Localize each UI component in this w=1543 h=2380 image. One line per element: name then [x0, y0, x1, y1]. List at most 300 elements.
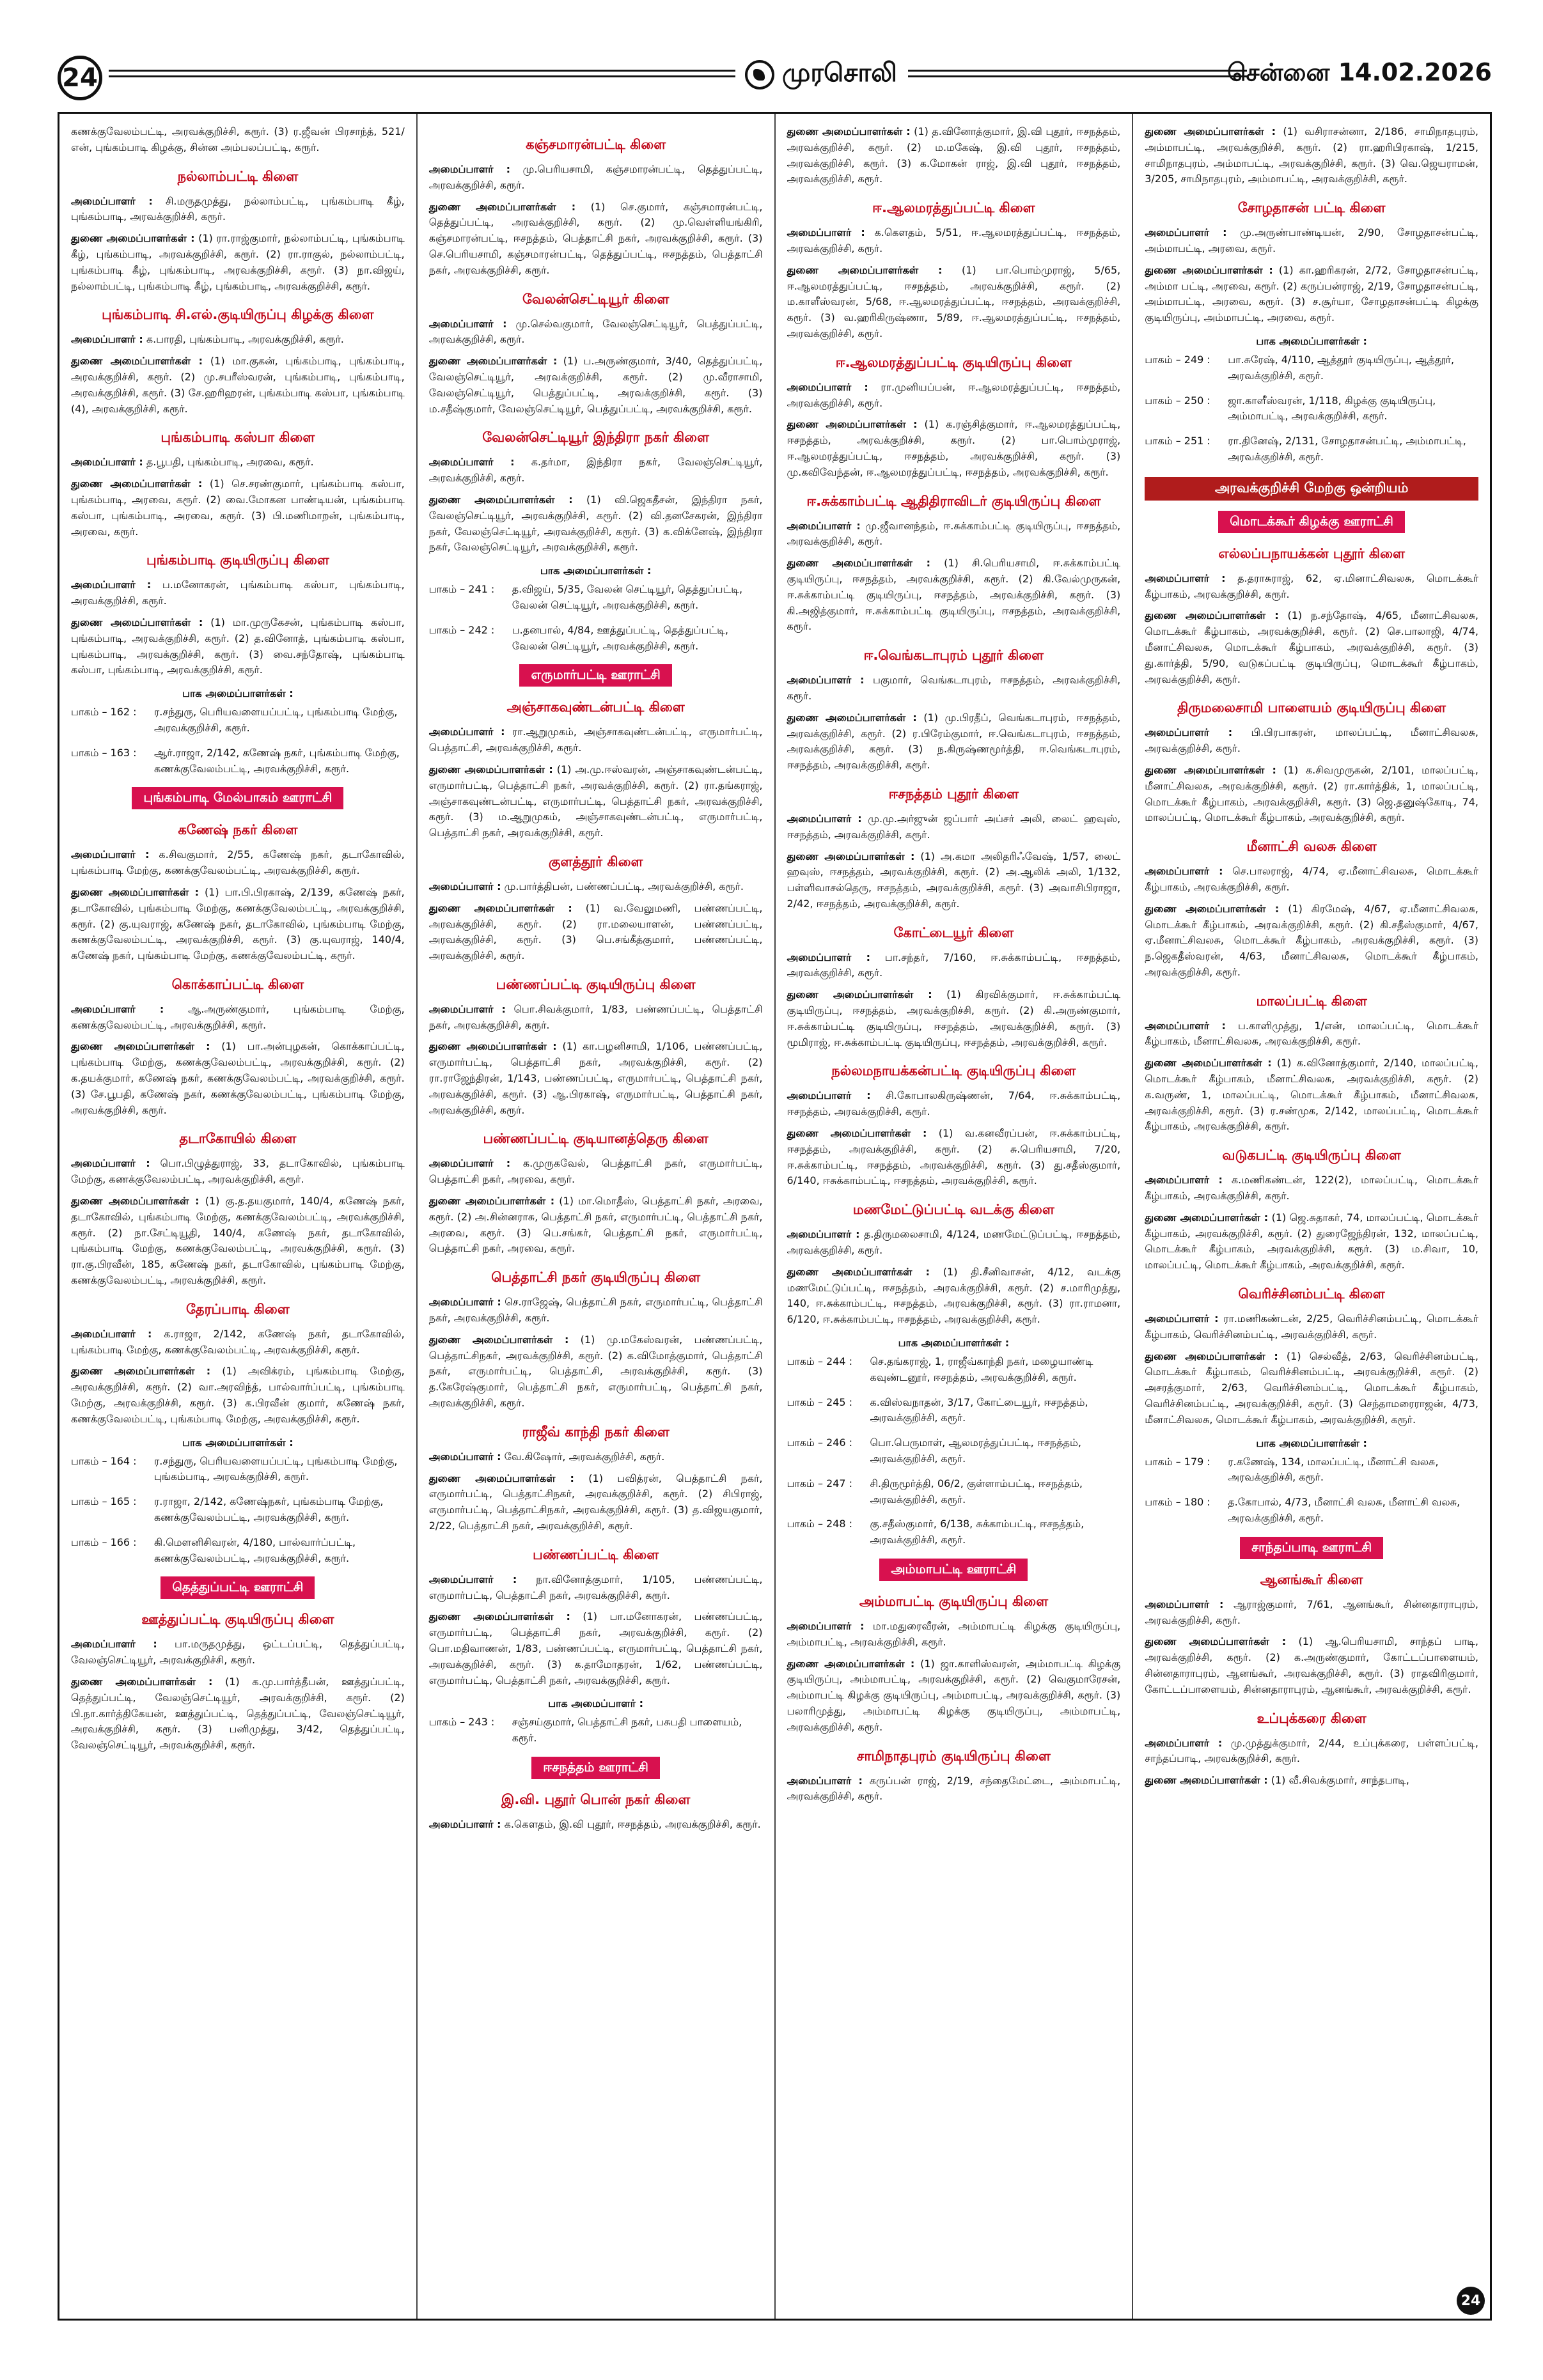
organizer-entry — [71, 1156, 405, 1188]
organizer-entry — [71, 1326, 405, 1358]
role-label: அமைப்பாளர் : — [71, 333, 143, 346]
booth-entry — [787, 1395, 1121, 1427]
entry-text: மு.ஜீவானந்தம், ஈ.சுக்காம்பட்டி குடியிருப்பு, ஈசநத்தம், அரவக்குறிச்சி, கரூர். — [787, 519, 1121, 548]
entry-text: ரா.ஆறுமுகம், அஞ்சாகவுண்டன்பட்டி, எருமார்பட்டி, பெத்தாட்சி, அரவக்குறிச்சி, கரூர். — [428, 726, 763, 754]
entry-text: மு.பெரியசாமி, கஞ்சமாரன்பட்டி, தெத்துப்பட்டி, அரவக்குறிச்சி, கரூர். — [428, 163, 763, 191]
branch-heading: குளத்தூர் கிளை — [548, 853, 643, 869]
branch-heading: நல்லாம்பட்டி கிளை — [177, 168, 299, 184]
booth-number: பாகம் – 247 : — [787, 1477, 853, 1489]
booth-entry — [1145, 1495, 1478, 1527]
organizer-entry — [1145, 1773, 1478, 1789]
booth-entry — [1145, 433, 1478, 465]
booth-number: பாகம் – 164 : — [71, 1454, 137, 1467]
organizer-entry — [429, 162, 763, 194]
role-label: துணை அமைப்பாளர்கள் : — [1145, 1635, 1287, 1648]
role-label: துணை அமைப்பாளர்கள் : — [1145, 1349, 1278, 1362]
page-number-badge: 24 — [58, 56, 102, 100]
organizer-entry — [71, 231, 405, 294]
role-label: அமைப்பாளர் : — [428, 880, 501, 892]
branch-heading: எல்லப்பநாயக்கன் புதூர் கிளை — [1218, 545, 1405, 561]
role-label: அமைப்பாளர் : — [1145, 1736, 1223, 1749]
role-label: துணை அமைப்பாளர்கள் : — [428, 1472, 574, 1484]
branch-heading: பண்ணப்பட்டி குடியிருப்பு கிளை — [496, 976, 696, 992]
entry-text: (1) க.சிவமுருகன், 2/101, மாலப்பட்டி, மீனாட்சிவலசு, அரவக்குறிச்சி, கரூர். (2) ரா.கார்த்திக், 1, மாலப்பட்டி, மொடக்கூர் கீழ்பாகம், அரவக்குறிச்சி, கரூர். (3) ஜெ.தனுஷ்கோடி, 74, மாலப்பட்டி, மொடக்கூர் கீழ்பாகம், அரவக்குறிச்சி, கரூர். — [1145, 763, 1478, 824]
organizer-entry — [429, 1572, 763, 1604]
booth-number: பாகம் – 245 : — [787, 1396, 853, 1408]
role-label: துணை அமைப்பாளர்கள் : — [71, 1040, 210, 1053]
entry-text: நா.வினோத்குமார், 1/105, பண்ணப்பட்டி, எருமார்பட்டி, பெத்தாட்சி நகர், அரவக்குறிச்சி, கரூர். — [428, 1573, 763, 1601]
booth-number: பாகம் – 248 : — [787, 1518, 853, 1530]
organizer-entry — [429, 1609, 763, 1688]
role-label: அமைப்பாளர் : — [428, 1002, 506, 1015]
entry-text: க.கௌதம், இ.வி புதூர், ஈசநத்தம், அரவக்குறிச்சி, கரூர். — [504, 1817, 761, 1830]
booth-entry — [787, 1476, 1121, 1508]
entry-text: ஆ.அருண்குமார், புங்கம்பாடி மேற்கு, கணக்குவேலம்பட்டி, அரவக்குறிச்சி, கரூர். — [71, 1002, 405, 1031]
role-label: துணை அமைப்பாளர்கள் : — [787, 1265, 930, 1278]
entry-text: (1) கா.பழனிசாமி, 1/106, பண்ணப்பட்டி, எருமார்பட்டி, பெத்தாட்சி நகர், அரவக்குறிச்சி, கரூர். (2) ரா.ராஜேந்திரன், 1/143, பண்ணப்பட்டி, எருமார்பட்டி, பெத்தாட்சி நகர், அரவக்குறிச்சி, கரூர். (3) ஆ.பிரகாஷ், எருமார்பட்டி, பெத்தாட்சி நகர், அரவக்குறிச்சி, கரூர். — [428, 1040, 763, 1116]
role-label: அமைப்பாளர் : — [787, 1774, 863, 1787]
booth-number: பாகம் – 180 : — [1145, 1496, 1210, 1509]
branch-heading: சாமிநாதபுரம் குடியிருப்பு கிளை — [856, 1748, 1051, 1764]
organizer-entry — [787, 1126, 1121, 1189]
entry-text: மு.பார்த்திபன், பண்ணப்பட்டி, அரவக்குறிச்சி, கரூர். — [504, 880, 744, 892]
role-label: அமைப்பாளர் : — [71, 1638, 157, 1651]
entry-text: க.சிவகுமார், 2/55, கணேஷ் நகர், தடாகோவில், புங்கம்பாடி மேற்கு, கணக்குவேலம்பட்டி, அரவக்குறிச்சி, கரூர். — [71, 848, 405, 877]
panchayat-heading: மொடக்கூர் கிழக்கு ஊராட்சி — [1218, 511, 1405, 533]
branch-heading: ஈ.வெங்கடாபுரம் புதூர் கிளை — [863, 648, 1044, 664]
organizer-entry — [787, 417, 1121, 480]
entry-text: வே.கிஷோர், அரவக்குறிச்சி, கரூர். — [504, 1450, 665, 1463]
organizer-entry — [71, 1194, 405, 1289]
entry-text: செ.ராஜேஷ், பெத்தாட்சி நகர், எருமார்பட்டி, பெத்தாட்சி நகர், அரவக்குறிச்சி, கரூர். — [428, 1296, 763, 1325]
entry-text: சி.கோபாலகிருஷ்ணன், 7/64, ஈ.சுக்காம்பட்டி, ஈசநத்தம், அரவக்குறிச்சி, கரூர். — [787, 1089, 1121, 1118]
booth-organizer: பா.சுரேஷ், 4/110, ஆத்தூர் குடியிருப்பு, ஆத்தூர், அரவக்குறிச்சி, கரூர். — [1228, 353, 1455, 382]
organizer-entry — [71, 455, 405, 471]
text-paragraph — [71, 124, 405, 156]
organizer-entry — [1145, 864, 1478, 896]
role-label: அமைப்பாளர் : — [428, 317, 507, 330]
branch-heading: புங்கம்பாடி கஸ்பா கிளை — [161, 430, 315, 446]
branch-heading: தேரப்பாடி கிளை — [186, 1301, 290, 1317]
entry-text: ரா.மணிகண்டன், 2/25, வெரிச்சினம்பட்டி, மொடக்கூர் கீழ்பாகம், வெரிச்சினம்பட்டி, அரவக்குறிச்சி, கரூர். — [1145, 1312, 1479, 1341]
role-label: அமைப்பாளர் : — [71, 456, 143, 469]
role-label: துணை அமைப்பாளர்கள் : — [428, 493, 573, 506]
panchayat-heading: ஈசநத்தம் ஊராட்சி — [531, 1757, 660, 1779]
union-heading: அரவக்குறிச்சி மேற்கு ஒன்றியம் — [1145, 477, 1478, 501]
column-grid — [59, 114, 1490, 2319]
branch-heading: ராஜீவ் காந்தி நகர் கிளை — [522, 1424, 670, 1440]
panchayat-heading: சாந்தப்பாடி ஊராட்சி — [1240, 1537, 1383, 1559]
panchayat-heading: அம்மாபட்டி ஊராட்சி — [879, 1559, 1028, 1581]
organizer-entry — [1145, 608, 1478, 687]
entry-text: (1) செ.சரண்குமார், புங்கம்பாடி கஸ்பா, புங்கம்பாடி, அரவை, கரூர். (2) வை.மோகன பாண்டியன், புங்கம்பாடி கஸ்பா, புங்கம்பாடி, அரவை, கரூர். (3) பி.மணிமாறன், புங்கம்பாடி, அரவை, கரூர். — [71, 478, 405, 538]
entry-text: (1) தி.சீனிவாசன், 4/12, வடக்கு மணமேட்டுப்பட்டி, ஈசநத்தம், அரவக்குறிச்சி, கரூர். (2) ச.மாரிமுத்து, 140, ஈ.சுக்காம்பட்டி, ஈசநத்தம், அரவக்குறிச்சி, கரூர். (3) ரா.ராமனா, 6/120, ஈ.சுக்காம்பட்டி, ஈசநத்தம், அரவக்குறிச்சி, கரூர். — [787, 1265, 1121, 1326]
entry-text: (1) ந.சந்தோஷ், 4/65, மீனாட்சிவலசு, மொடக்கூர் கீழ்பாகம், அரவக்குறிச்சி, கரூர். (2) செ.பாலாஜி, 4/74, மீனாட்சிவலசு, மொடக்கூர் கீழ்பாகம், அரவக்குறிச்சி, கரூர். (3) து.கார்த்தி, 5/90, வடுகப்பட்டி குடியிருப்பு, மொடக்கூர் கீழ்பாகம், அரவக்குறிச்சி, கரூர். — [1145, 609, 1478, 685]
organizer-entry — [429, 762, 763, 841]
branch-heading: திருமலைசாமி பாளையம் குடியிருப்பு கிளை — [1177, 700, 1446, 716]
booth-organizer: ஜா.காளீஸ்வரன், 1/118, கிழக்கு குடியிருப்பு, அம்மாபட்டி, அரவக்குறிச்சி, கரூர். — [1228, 394, 1436, 423]
branch-heading: பண்ணப்பட்டி குடியானத்தெரு கிளை — [483, 1131, 709, 1147]
role-label: அமைப்பாளர் : — [787, 1089, 871, 1102]
organizer-entry — [1145, 1055, 1478, 1135]
booth-entry — [71, 745, 405, 777]
column-1 — [59, 114, 418, 2319]
role-label: துணை அமைப்பாளர்கள் : — [787, 125, 911, 137]
booth-number: பாகம் – 179 : — [1145, 1455, 1210, 1468]
role-label: துணை அமைப்பாளர்கள் : — [1145, 763, 1276, 776]
entry-text: (1) அவிக்ரம், புங்கம்பாடி மேற்கு, அரவக்குறிச்சி, கரூர். (2) வா.அரவிந்த், பால்வார்ப்பட்டி, புங்கம்பாடி மேற்கு, அரவக்குறிச்சி, கரூர். (3) க.பிரவீன் குமார், கணேஷ் நகர், கணக்குவேலம்பட்டி, புங்கம்பாடி மேற்கு, அரவக்குறிச்சி, கரூர். — [71, 1365, 405, 1425]
role-label: துணை அமைப்பாளர்கள் : — [787, 1657, 915, 1670]
booth-organizers-heading: பாக அமைப்பாளர் : — [548, 1697, 644, 1710]
panchayat-heading: தெத்துப்பட்டி ஊராட்சி — [161, 1576, 315, 1599]
entry-text: க.மணிகண்டன், 122(2), மாலப்பட்டி, மொடக்கூர் கீழ்பாகம், அரவக்குறிச்சி, கரூர். — [1145, 1174, 1479, 1202]
booth-organizer: ர.சந்துரு, பெரியவளையப்பட்டி, புங்கம்பாடி மேற்கு, புங்கம்பாடி, அரவக்குறிச்சி, கரூர். — [154, 1454, 398, 1483]
booth-organizer: ர.கணேஷ், 134, மாலப்பட்டி, மீனாட்சி வலசு, அரவக்குறிச்சி, கரூர். — [1228, 1455, 1439, 1484]
role-label: துணை அமைப்பாளர்கள் : — [1145, 609, 1279, 622]
entry-text: பொ.பிழுத்துராஜ், 33, தடாகோவில், புங்கம்பாடி மேற்கு, கணக்குவேலம்பட்டி, அரவக்குறிச்சி, கரூர். — [71, 1157, 405, 1186]
branch-heading: வேலன்செட்டியூர் இந்திரா நகர் கிளை — [482, 430, 709, 446]
organizer-entry — [1145, 763, 1478, 826]
entry-text: (1) மா.குகன், புங்கம்பாடி, புங்கம்பாடி, அரவக்குறிச்சி, கரூர். (2) மு.சபரீஸ்வரன், புங்கம்பாடி, புங்கம்பாடி, அரவக்குறிச்சி, கரூர். (3) சே.ஹரிஹரன், புங்கம்பாடி கஸ்பா, புங்கம்பாடி (4), அரவக்குறிச்சி, கரூர். — [71, 355, 405, 415]
role-label: அமைப்பாளர் : — [787, 1620, 865, 1632]
role-label: துணை அமைப்பாளர்கள் : — [428, 200, 576, 213]
entry-text: பா.சந்தர், 7/160, ஈ.சுக்காம்பட்டி, ஈசநத்தம், அரவக்குறிச்சி, கரூர். — [787, 951, 1121, 979]
entry-text: மு.மு.அர்ஜுன் ஜப்பார் அப்சர் அலி, லைட் ஹவுஸ், ஈசநத்தம், அரவக்குறிச்சி, கரூர். — [787, 812, 1121, 841]
branch-heading: கணேஷ் நகர் கிளை — [178, 822, 298, 838]
booth-organizer: ர.சந்துரு, பெரியவளையப்பட்டி, புங்கம்பாடி மேற்கு, அரவக்குறிச்சி, கரூர். — [154, 706, 398, 734]
entry-text: கருப்பன் ராஜ், 2/19, சந்தைமேட்டை, அம்மாபட்டி, அரவக்குறிச்சி, கரூர். — [787, 1774, 1121, 1803]
booth-entry — [71, 1454, 405, 1486]
role-label: துணை அமைப்பாளர்கள் : — [71, 478, 203, 490]
entry-text: (1) க.வினோத்குமார், 2/140, மாலப்பட்டி, மொடக்கூர் கீழ்பாகம், மீனாட்சிவலசு, அரவக்குறிச்சி, கரூர். (2) க.வருண், 1, மாலப்பட்டி, மொடக்கூர் கீழ்பாகம், மீனாட்சிவலசு, அரவக்குறிச்சி, கரூர். (3) ர.சண்முக, 2/142, மாலப்பட்டி, மொடக்கூர் கீழ்பாகம், அரவக்குறிச்சி, கரூர். — [1145, 1057, 1478, 1133]
branch-heading: வடுகபட்டி குடியிருப்பு கிளை — [1222, 1147, 1401, 1163]
organizer-entry — [1145, 1210, 1478, 1273]
branch-heading: புங்கம்பாடி சி.எல்.குடியிருப்பு கிழக்கு கிளை — [102, 307, 374, 323]
organizer-entry — [1145, 901, 1478, 981]
organizer-entry — [429, 724, 763, 756]
organizer-entry — [1145, 1311, 1478, 1343]
organizer-entry — [429, 316, 763, 348]
entry-text: (1) வீ.சிவக்குமார், சாந்தபாடி, — [1271, 1774, 1409, 1787]
organizer-entry — [71, 615, 405, 678]
role-label: துணை அமைப்பாளர்கள் : — [1145, 125, 1276, 137]
role-label: அமைப்பாளர் : — [1145, 1312, 1219, 1325]
booth-organizers-heading: பாக அமைப்பாளர்கள் : — [182, 687, 294, 700]
booth-number: பாகம் – 251 : — [1145, 435, 1210, 447]
entry-text: (1) கிரமேஷ், 4/67, ஏ.மீனாட்சிவலசு, மொடக்கூர் கீழ்பாகம், அரவக்குறிச்சி, கரூர். (2) கி.சதீஸ்குமார், 4/67, ஏ.மீனாட்சிவலசு, மொடக்கூர் கீழ்பாகம், அரவக்குறிச்சி, கரூர். (3) ந.ஜெகதீஸ்வரன், 4/63, மீனாட்சிவலசு, மொடக்கூர் கீழ்பாகம், அரவக்குறிச்சி, கரூர். — [1145, 902, 1478, 978]
branch-heading: மாலப்பட்டி கிளை — [1256, 993, 1367, 1009]
branch-heading: புங்கம்பாடி குடியிருப்பு கிளை — [146, 552, 329, 568]
role-label: அமைப்பாளர் : — [428, 1450, 501, 1463]
entry-text: மு.முத்துக்குமார், 2/44, உப்புக்கரை, பள்ளப்பட்டி, சாந்தப்பாடி, அரவக்குறிச்சி, கரூர். — [1145, 1736, 1478, 1765]
organizer-entry — [787, 987, 1121, 1050]
role-label: துணை அமைப்பாளர்கள் : — [71, 885, 200, 898]
organizer-entry — [71, 194, 405, 226]
organizer-entry — [429, 879, 763, 895]
organizer-entry — [429, 1449, 763, 1465]
organizer-entry — [787, 518, 1121, 550]
branch-heading: தடாகோயில் கிளை — [179, 1131, 297, 1147]
booth-organizer: ப.தனபால், 4/84, ஊத்துப்பட்டி, தெத்துப்பட்டி, வேலன் செட்டியூர், அரவக்குறிச்சி, கரூர். — [512, 623, 728, 652]
organizer-entry — [429, 901, 763, 964]
role-label: துணை அமைப்பாளர்கள் : — [428, 1195, 555, 1208]
role-label: அமைப்பாளர் : — [428, 456, 515, 469]
entry-text: (1) கிரவிக்குமார், ஈ.சுக்காம்பட்டி குடியிருப்பு, ஈசநத்தம், அரவக்குறிச்சி, கரூர். (2) கி.அருண்குமார், ஈ.சுக்காம்பட்டி குடியிருப்பு, ஈசநத்தம், அரவக்குறிச்சி, கரூர். (3) மூமிராஜ், ஈ.சுக்காம்பட்டி குடியிருப்பு, ஈசநத்தம், அரவக்குறிச்சி, கரூர். — [787, 988, 1121, 1048]
entry-text: மு.செல்வகுமார், வேலஞ்செட்டியூர், பெத்துப்பட்டி, அரவக்குறிச்சி, கரூர். — [428, 317, 763, 346]
booth-entry — [787, 1435, 1121, 1467]
role-label: அமைப்பாளர் : — [1145, 726, 1233, 739]
organizer-entry — [787, 556, 1121, 635]
role-label: துணை அமைப்பாளர்கள் : — [787, 263, 943, 276]
booth-organizers-heading: பாக அமைப்பாளர்கள் : — [182, 1436, 294, 1449]
booth-entry — [787, 1354, 1121, 1386]
entry-text: ரா.முனியப்பன், ஈ.ஆலமரத்துப்பட்டி, ஈசநத்தம், அரவக்குறிச்சி, கரூர். — [787, 380, 1121, 409]
role-label: அமைப்பாளர் : — [1145, 1174, 1223, 1186]
organizer-entry — [787, 1088, 1121, 1120]
booth-entry — [429, 582, 763, 614]
organizer-entry — [429, 1002, 763, 1034]
organizer-entry — [429, 1471, 763, 1534]
booth-entry — [71, 1535, 405, 1567]
organizer-entry — [429, 354, 763, 417]
entry-text: (1) ஜெ.சுதாகர், 74, மாலப்பட்டி, மொடக்கூர் கீழ்பாகம், அரவக்குறிச்சி, கரூர். (2) துரைஜேந்திரன், 132, மாலப்பட்டி, மொடக்கூர் கீழ்பாகம், அரவக்குறிச்சி, கரூர். (3) ம.சிவா, 10, மாலப்பட்டி, மொடக்கூர் கீழ்பாகம், அரவக்குறிச்சி, கரூர். — [1145, 1211, 1478, 1272]
entry-text: க.கௌதம், 5/51, ஈ.ஆலமரத்துப்பட்டி, ஈசநத்தம், அரவக்குறிச்சி, கரூர். — [787, 226, 1121, 254]
role-label: அமைப்பாளர் : — [428, 1296, 501, 1309]
role-label: அமைப்பாளர் : — [1145, 572, 1226, 584]
organizer-entry — [1145, 1634, 1478, 1697]
dateline: சென்னை 14.02.2026 — [1227, 58, 1492, 86]
role-label: அமைப்பாளர் : — [1145, 1019, 1226, 1032]
organizer-entry — [429, 1039, 763, 1118]
role-label: துணை அமைப்பாளர்கள் : — [1145, 1057, 1272, 1069]
booth-entry — [71, 704, 405, 736]
organizer-entry — [71, 847, 405, 879]
role-label: துணை அமைப்பாளர்கள் : — [71, 1365, 211, 1378]
entry-text: கணக்குவேலம்பட்டி, அரவக்குறிச்சி, கரூர். (3) ர.ஜீவன் பிரசாந்த், 521/என், புங்கம்பாடி கிழக்கு, சின்ன அம்பலப்பட்டி, கரூர். — [71, 125, 405, 153]
organizer-entry — [1145, 1349, 1478, 1428]
organizer-entry — [1145, 1018, 1478, 1050]
entry-text: ப.காளிமுத்து, 1/என், மாலப்பட்டி, மொடக்கூர் கீழ்பாகம், மீனாட்சிவலசு, அரவக்குறிச்சி, கரூர். — [1145, 1019, 1479, 1048]
entry-text: க.ராஜா, 2/142, கணேஷ் நகர், தடாகோவில், புங்கம்பாடி மேற்கு, கணக்குவேலம்பட்டி, அரவக்குறிச்சி, கரூர். — [71, 1327, 405, 1356]
entry-text: த.பூபதி, புங்கம்பாடி, அரவை, கரூர். — [146, 456, 314, 469]
entry-text: க.பாரதி, புங்கம்பாடி, அரவக்குறிச்சி, கரூர். — [146, 333, 344, 346]
branch-heading: மணமேட்டுப்பட்டி வடக்கு கிளை — [852, 1202, 1054, 1218]
branch-heading: கோட்டையூர் கிளை — [893, 924, 1014, 940]
masthead-rule-left — [109, 70, 735, 77]
entry-text: (1) பா.அன்புழகன், கொக்காப்பட்டி, புங்கம்பாடி மேற்கு, கணக்குவேலம்பட்டி, அரவக்குறிச்சி, கரூர். (2) க.தயக்குமார், கணேஷ் நகர், கணக்குவேலம்பட்டி, அரவக்குறிச்சி, கரூர். (3) சே.பூபதி, கணேஷ் நகர், கணக்குவேலம்பட்டி, புங்கம்பாடி மேற்கு, அரவக்குறிச்சி, கரூர். — [71, 1040, 405, 1116]
masthead-rule-right — [908, 70, 1247, 77]
newspaper-name: முரசொலி — [782, 58, 897, 88]
organizer-entry — [429, 492, 763, 556]
branch-heading: கஞ்சமாரன்பட்டி கிளை — [526, 137, 666, 152]
organizer-entry — [71, 577, 405, 609]
role-label: அமைப்பாளர் : — [787, 812, 862, 825]
role-label: துணை அமைப்பாளர்கள் : — [428, 1040, 557, 1053]
booth-organizer: த.கோபால், 4/73, மீனாட்சி வலசு, மீனாட்சி வலசு, அரவக்குறிச்சி, கரூர். — [1228, 1496, 1461, 1525]
booth-organizers-heading: பாக அமைப்பாளர்கள் : — [898, 1337, 1010, 1349]
entry-text: (1) செ.குமார், கஞ்சமாரன்பட்டி, தெத்துப்பட்டி, அரவக்குறிச்சி, கரூர். (2) மு.வெள்ளியங்கிரி, கஞ்சமாரன்பட்டி, ஈசநத்தம், பெத்தாட்சி நகர், அரவக்குறிச்சி, கரூர். (3) செ.பெரியசாமி, கஞ்சமாரன்பட்டி, தெத்துப்பட்டி, ஈசநத்தம், பெத்தாட்சி நகர், அரவக்குறிச்சி, கரூர். — [428, 200, 763, 276]
booth-entry — [71, 1494, 405, 1526]
organizer-entry — [787, 811, 1121, 843]
column-2 — [418, 114, 776, 2319]
role-label: துணை அமைப்பாளர்கள் : — [1145, 1211, 1269, 1224]
role-label: அமைப்பாளர் : — [1145, 226, 1227, 239]
role-label: அமைப்பாளர் : — [428, 726, 505, 738]
role-label: அமைப்பாளர் : — [787, 951, 871, 963]
organizer-entry — [71, 332, 405, 348]
role-label: அமைப்பாளர் : — [71, 1002, 164, 1015]
booth-number: பாகம் – 244 : — [787, 1355, 853, 1368]
role-label: அமைப்பாளர் : — [428, 1817, 501, 1830]
branch-heading: ஈ.ஆலமரத்துப்பட்டி குடியிருப்பு கிளை — [835, 354, 1072, 370]
branch-heading: ஈ.ஆலமரத்துப்பட்டி கிளை — [872, 200, 1035, 216]
entry-text: பகுமார், வெங்கடாபுரம், ஈசநத்தம், அரவக்குறிச்சி, கரூர். — [787, 674, 1121, 702]
role-label: துணை அமைப்பாளர்கள் : — [787, 1127, 927, 1140]
branch-heading: இ.வி. புதூர் பொன் நகர் கிளை — [501, 1791, 691, 1807]
booth-organizer: செ.தங்கராஜ், 1, ராஜீவ்காந்தி நகர், மழையாண்டி கவுண்டனூர், ஈசநத்தம், அரவக்குறிச்சி, கரூர். — [870, 1355, 1093, 1383]
entry-text: க.தர்மா, இந்திரா நகர், வேலஞ்செட்டியூர், அரவக்குறிச்சி, கரூர். — [428, 456, 763, 485]
role-label: துணை அமைப்பாளர்கள் : — [428, 355, 558, 368]
role-label: துணை அமைப்பாளர்கள் : — [71, 616, 203, 628]
role-label: அமைப்பாளர் : — [71, 848, 150, 861]
branch-heading: ஊத்துப்பட்டி குடியிருப்பு கிளை — [141, 1612, 334, 1628]
booth-entry — [1145, 393, 1478, 425]
entry-text: (1) கு.த.தயகுமார், 140/4, கணேஷ் நகர், தடாகோவில், புங்கம்பாடி மேற்கு, கணக்குவேலம்பட்டி, அரவக்குறிச்சி, கரூர். (2) நா.சேட்டியூதி, 140/4, கணேஷ் நகர், தடாகோவில், புங்கம்பாடி மேற்கு, கணக்குவேலம்பட்டி, அரவக்குறிச்சி, கரூர். (3) ரா.கு.பிரவீன், 185, கணேஷ் நகர், தடாகோவில், புங்கம்பாடி மேற்கு, கணக்குவேலம்பட்டி, அரவக்குறிச்சி, கரூர். — [71, 1195, 405, 1287]
column-4 — [1133, 114, 1490, 2319]
booth-number: பாகம் – 241 : — [428, 583, 495, 596]
entry-text: (1) வசிராசன்னா, 2/186, சாமிநாதபுரம், அம்மாபட்டி, அரவக்குறிச்சி, கரூர். (2) ரா.ஹரிபிரகாஷ், 1/215, சாமிநாதபுரம், அம்மாபட்டி, அரவக்குறிச்சி, கரூர். (3) வெ.ஜெயராமன், 3/205, சாமிநாதபுரம், அம்மாபட்டி, அரவக்குறிச்சி, கரூர். — [1145, 125, 1478, 185]
organizer-entry — [71, 1637, 405, 1668]
role-label: துணை அமைப்பாளர்கள் : — [71, 1676, 213, 1688]
entry-text: ப.மனோகரன், புங்கம்பாடி கஸ்பா, புங்கம்பாடி, அரவக்குறிச்சி, கரூர். — [71, 579, 405, 607]
booth-number: பாகம் – 242 : — [428, 623, 495, 636]
entry-text: (1) வி.ஜெகதீசன், இந்திரா நகர், வேலஞ்செட்டியூர், அரவக்குறிச்சி, கரூர். (2) வி.தனசேகரன், இந்திரா நகர், வேலஞ்செட்டியூர், அரவக்குறிச்சி, கரூர். (3) க.விக்னேஷ், இந்திரா நகர், வேலஞ்செட்டியூர், அரவக்குறிச்சி, கரூர். — [428, 493, 763, 554]
role-label: துணை அமைப்பாளர்கள் : — [787, 557, 930, 570]
entry-text: (1) மு.மகேஸ்வரன், பண்ணப்பட்டி, பெத்தாட்சிநகர், அரவக்குறிச்சி, கரூர். (2) க.விமோத்குமார், பெத்தாட்சி நகர், எருமார்பட்டி, பெத்தாட்சி, அரவக்குறிச்சி, கரூர். (3) த.கேரேஷ்குமார், பெத்தாட்சி நகர், எருமார்பட்டி, பெத்தாட்சி நகர், அரவக்குறிச்சி, கரூர். — [428, 1333, 763, 1410]
role-label: அமைப்பாளர் : — [71, 579, 152, 591]
booth-organizers-heading: பாக அமைப்பாளர்கள் : — [1256, 1436, 1367, 1449]
organizer-entry — [429, 1332, 763, 1412]
role-label: அமைப்பாளர் : — [71, 1327, 152, 1340]
entry-text: (1) ஜா.காளிஸ்வரன், அம்மாபட்டி கிழக்கு குடியிருப்பு, அம்மாபட்டி, அரவக்குறிச்சி, கரூர். (2) வெகுமாரேசன், அம்மாபட்டி கிழக்கு குடியிருப்பு, அம்மாபட்டி, அரவக்குறிச்சி, கரூர். (3) பலாரிமுத்து, அம்மாபட்டி கிழக்கு குடியிருப்பு, அம்மாபட்டி, அரவக்குறிச்சி, கரூர். — [787, 1657, 1121, 1733]
panchayat-heading: புங்கம்பாடி மேல்பாகம் ஊராட்சி — [132, 787, 343, 809]
organizer-entry — [787, 950, 1121, 982]
organizer-entry — [787, 1264, 1121, 1328]
role-label: அமைப்பாளர் : — [787, 1228, 860, 1241]
branch-heading: ஈசநத்தம் புதூர் கிளை — [888, 786, 1019, 802]
masthead — [58, 54, 1492, 99]
entry-text: (1) மா.முருகேசன், புங்கம்பாடி கஸ்பா, புங்கம்பாடி, அரவக்குறிச்சி, கரூர். (2) த.வினோத், புங்கம்பாடி கஸ்பா, புங்கம்பாடி, அரவக்குறிச்சி, கரூர். (3) வை.சந்தோஷ், புங்கம்பாடி கஸ்பா, புங்கம்பாடி, அரவக்குறிச்சி, கரூர். — [71, 616, 405, 676]
entry-text: (1) ஆ.பெரியசாமி, சாந்தப் பாடி, அரவக்குறிச்சி, கரூர். (2) க.அருண்குமார், கோட்டப்பாளையம், சின்னதாராபுரம், ஆனங்கூர், அரவக்குறிச்சி, கரூர். (3) ராதவிரிகுமார், கோட்டப்பாளையம், சின்னதாராபுரம், ஆனங்கூர், அரவக்குறிச்சி, கரூர். — [1145, 1635, 1478, 1695]
organizer-entry — [71, 1002, 405, 1034]
entry-text: (1) ரா.ராஜ்குமார், நல்லாம்பட்டி, புங்கம்பாடி கீழ், புங்கம்பாடி, அரவக்குறிச்சி, கரூர். (2) ரா.ராகுல், நல்லாம்பட்டி, புங்கம்பாடி கீழ், புங்கம்பாடி, அரவக்குறிச்சி, கரூர். (3) நா.விஜய், நல்லாம்பட்டி, புங்கம்பாடி கீழ், புங்கம்பாடி, அரவக்குறிச்சி, கரூர். — [71, 232, 405, 292]
organizer-entry — [1145, 263, 1478, 326]
role-label: அமைப்பாளர் : — [428, 163, 510, 175]
booth-organizer: த.விஜய், 5/35, வேலன் செட்டியூர், தெத்துப்பட்டி, வேலன் செட்டியூர், அரவக்குறிச்சி, கரூர். — [512, 583, 743, 611]
entry-text: (1) மா.மொதீஸ், பெத்தாட்சி நகர், அரவை, கரூர். (2) அ.சின்னராசு, பெத்தாட்சி நகர், எருமார்பட்டி, பெத்தாட்சி நகர், அரவை, கரூர். (3) பெ.சங்கர், பெத்தாட்சி நகர், எருமார்பட்டி, பெத்தாட்சி நகர், அரவை, கரூர். — [428, 1195, 763, 1255]
sun-logo-icon — [745, 60, 774, 89]
organizer-entry — [787, 673, 1121, 704]
booth-number: பாகம் – 162 : — [71, 706, 137, 719]
organizer-entry — [71, 1364, 405, 1427]
branch-heading: அம்மாபட்டி குடியிருப்பு கிளை — [859, 1594, 1049, 1609]
role-label: துணை அமைப்பாளர்கள் : — [787, 988, 932, 1001]
entry-text: (1) வ.கனவீரப்பன், ஈ.சுக்காம்பட்டி, ஈசநத்தம், அரவக்குறிச்சி, கரூர். (2) சு.பெரியசாமி, 7/20, ஈ.சுக்காம்பட்டி, ஈசநத்தம், அரவக்குறிச்சி, கரூர். (3) து.சதீஸ்குமார், 6/140, ஈசுக்காம்பட்டி, ஈசநத்தம், அரவக்குறிச்சி, கரூர். — [787, 1127, 1121, 1187]
branch-heading: சோழதாசன் பட்டி கிளை — [1237, 200, 1386, 216]
branch-heading: பெத்தாட்சி நகர் குடியிருப்பு கிளை — [491, 1270, 701, 1286]
role-label: அமைப்பாளர் : — [428, 1573, 517, 1585]
role-label: துணை அமைப்பாளர்கள் : — [71, 1195, 200, 1208]
entry-text: பி.பிரபாகரன், மாலப்பட்டி, மீனாட்சிவலசு, அரவக்குறிச்சி, கரூர். — [1145, 726, 1478, 755]
entry-text: த.திருமலைசாமி, 4/124, மணமேட்டுப்பட்டி, ஈசநத்தம், அரவக்குறிச்சி, கரூர். — [787, 1228, 1121, 1257]
page-body — [58, 112, 1492, 2321]
organizer-entry — [429, 1194, 763, 1257]
entry-text: (1) பா.மனோகரன், பண்ணப்பட்டி, எருமார்பட்டி, பெத்தாட்சி நகர், அரவக்குறிச்சி, கரூர். (2) பொ.மதிவாணன், 1/83, பண்ணப்பட்டி, எருமார்பட்டி, பெத்தாட்சி நகர், அரவக்குறிச்சி, கரூர். (3) க.தாமோதரன், 1/62, பண்ணப்பட்டி, எருமார்பட்டி, பெத்தாட்சி நகர், அரவக்குறிச்சி, கரூர். — [428, 1610, 763, 1686]
role-label: அமைப்பாளர் : — [787, 380, 868, 393]
entry-text: (1) செல்வீத், 2/63, வெரிச்சினம்பட்டி, மொடக்கூர் கீழ்பாகம், வெரிச்சினம்பட்டி, அரவக்குறிச்சி, கரூர். (2) அசரத்குமார், 2/63, வெரிச்சினம்பட்டி, மொடக்கூர் கீழ்பாகம், வெரிச்சினம்பட்டி, அரவக்குறிச்சி, கரூர். (3) செந்தாமரைராஜன், 4/73, மீனாட்சிவலசு, மொடக்கூர் கீழ்பாகம், அரவக்குறிச்சி, கரூர். — [1145, 1349, 1478, 1426]
entry-text: சி.மருதமுத்து, நல்லாம்பட்டி, புங்கம்பாடி கீழ், புங்கம்பாடி, அரவக்குறிச்சி, கரூர். — [71, 194, 405, 223]
role-label: அமைப்பாளர் : — [71, 194, 153, 207]
booth-organizer: கி.மெளனிசிவரன், 4/180, பால்வார்ப்பட்டி, கணக்குவேலம்பட்டி, அரவக்குறிச்சி, கரூர். — [154, 1536, 356, 1564]
branch-heading: வெரிச்சினம்பட்டி கிளை — [1238, 1286, 1385, 1302]
entry-text: (1) க.மு.பார்த்தீபன், ஊத்துப்பட்டி, தெத்துப்பட்டி, வேலஞ்செட்டியூர், அரவக்குறிச்சி, கரூர். (2) பி.நா.கார்த்திகேயன், ஊத்துப்பட்டி, தெத்துப்பட்டி, வேலஞ்செட்டியூர், அரவக்குறிச்சி, கரூர். (3) பனிமுத்து, 3/42, தெத்துப்பட்டி, வேலஞ்செட்டியூர், அரவக்குறிச்சி, கரூர். — [71, 1676, 405, 1752]
entry-text: க.முருகவேல், பெத்தாட்சி நகர், எருமார்பட்டி, பெத்தாட்சி நகர், அரவை, கரூர். — [428, 1157, 763, 1186]
organizer-entry — [71, 1039, 405, 1118]
organizer-entry — [1145, 1172, 1478, 1204]
organizer-entry — [787, 124, 1121, 187]
organizer-entry — [787, 380, 1121, 412]
panchayat-heading: எருமார்பட்டி ஊராட்சி — [519, 664, 671, 687]
role-label: அமைப்பாளர் : — [787, 674, 865, 687]
role-label: துணை அமைப்பாளர்கள் : — [1145, 263, 1273, 276]
organizer-entry — [71, 476, 405, 540]
footer-page-number: 24 — [1457, 2287, 1485, 2315]
entry-text: ஆராஜ்குமார், 7/61, ஆனங்கூர், சின்னதாராபுரம், அரவக்குறிச்சி, கரூர். — [1145, 1598, 1479, 1626]
organizer-entry — [429, 1295, 763, 1326]
entry-text: (1) பவித்ரன், பெத்தாட்சி நகர், எருமார்பட்டி, பெத்தாட்சிநகர், அரவக்குறிச்சி, கரூர். (2) சிபிராஜ், எருமார்பட்டி, பெத்தாட்சிநகர், அரவக்குறிச்சி, கரூர். (3) த.விஜயகுமார், 2/22, பெத்தாட்சி நகர், அரவக்குறிச்சி, கரூர். — [428, 1472, 763, 1532]
organizer-entry — [1145, 1597, 1478, 1629]
organizer-entry — [429, 455, 763, 486]
role-label: துணை அமைப்பாளர்கள் : — [787, 418, 918, 431]
organizer-entry — [71, 1674, 405, 1754]
branch-heading: வேலன்செட்டியூர் கிளை — [522, 291, 670, 307]
organizer-entry — [429, 199, 763, 279]
booth-organizer: ரா.தினேஷ், 2/131, சோழதாசன்பட்டி, அம்மாபட்டி, அரவக்குறிச்சி, கரூர். — [1228, 435, 1466, 463]
branch-heading: ஈ.சுக்காம்பட்டி ஆதிதிராவிடர் குடியிருப்பு கிளை — [806, 493, 1101, 509]
entry-text: செ.பாலராஜ், 4/74, ஏ.மீனாட்சிவலசு, மொடக்கூர் கீழ்பாகம், அரவக்குறிச்சி, கரூர். — [1145, 865, 1479, 893]
role-label: அமைப்பாளர் : — [1145, 1598, 1224, 1610]
branch-heading: அஞ்சாகவுண்டன்பட்டி கிளை — [506, 699, 685, 715]
entry-text: (1) பா.பி.பிரகாஷ், 2/139, கணேஷ் நகர், தடாகோவில், புங்கம்பாடி மேற்கு, கணக்குவேலம்பட்டி, அரவக்குறிச்சி, கரூர். (2) கு.யுவராஜ், கணேஷ் நகர், தடாகோவில், புங்கம்பாடி மேற்கு, கணக்குவேலம்பட்டி, அரவக்குறிச்சி, கரூர். (3) கு.யுவராஜ், 140/4, கணேஷ் நகர், புங்கம்பாடி மேற்கு, கணக்குவேலம்பட்டி, கரூர். — [71, 885, 405, 962]
entry-text: (1) வ.வேலுமணி, பண்ணப்பட்டி, அரவக்குறிச்சி, கரூர். (2) ரா.மலையாளன், பண்ணப்பட்டி, அரவக்குறிச்சி, கரூர். (3) பெ.சங்கீத்குமார், பண்ணப்பட்டி, அரவக்குறிச்சி, கரூர். — [428, 901, 763, 962]
role-label: துணை அமைப்பாளர்கள் : — [71, 232, 195, 245]
entry-text: மு.அருண்பாண்டியன், 2/90, சோழதாசன்பட்டி, அம்மாபட்டி, அரவை, கரூர். — [1145, 226, 1478, 254]
role-label: அமைப்பாளர் : — [71, 1157, 150, 1170]
organizer-entry — [1145, 225, 1478, 257]
booth-organizer: சஞ்சய்குமார், பெத்தாட்சி நகர், பசுபதி பாளையம், கரூர். — [512, 1716, 742, 1745]
entry-text: த.தராசுராஜ், 62, ஏ.மினாட்சிவலசு, மொடக்கூர் கீழ்பாகம், அரவக்குறிச்சி, கரூர். — [1145, 572, 1479, 600]
organizer-entry — [71, 885, 405, 964]
entry-text: (1) த.வினோத்குமார், இ.வி புதூர், ஈசநத்தம், அரவக்குறிச்சி, கரூர். (2) ம.மகேஷ், இ.வி புதூர், ஈசநத்தம், அரவக்குறிச்சி, கரூர். (3) க.மோகன் ராஜ், இ.வி புதூர், ஈசநத்தம், அரவக்குறிச்சி, கரூர். — [787, 125, 1121, 185]
organizer-entry — [787, 1773, 1121, 1805]
organizer-entry — [429, 1156, 763, 1188]
booth-organizer: ர.ராஜா, 2/142, கணேஷ்நகர், புங்கம்பாடி மேற்கு, கணக்குவேலம்பட்டி, அரவக்குறிச்சி, கரூர். — [154, 1495, 384, 1524]
organizer-entry — [787, 225, 1121, 257]
branch-heading: ஆனங்கூர் கிளை — [1260, 1571, 1363, 1587]
entry-text: (1) க.ரஞ்சித்குமார், ஈ.ஆலமரத்துப்பட்டி, ஈசநத்தம், அரவக்குறிச்சி, கரூர். (2) பா.பொம்முராஜ், ஈ.ஆலமரத்துப்பட்டி, ஈசநத்தம், அரவக்குறிச்சி, கரூர். (3) மு.கவிவேந்தன், ஈ.ஆலமரத்துப்பட்டி, ஈசநத்தம், அரவக்குறிச்சி, கரூர். — [787, 418, 1121, 478]
booth-entry — [787, 1516, 1121, 1548]
entry-text: (1) பா.பொம்முராஜ், 5/65, ஈ.ஆலமரத்துப்பட்டி, ஈசநத்தம், அரவக்குறிச்சி, கரூர். (2) ம.காளீஸ்வரன், 5/68, ஈ.ஆலமரத்துப்பட்டி, ஈசநத்தம், அரவக்குறிச்சி, கரூர். (3) வ.ஹரிகிருஷ்ணா, 5/89, ஈ.ஆலமரத்துப்பட்டி, ஈசநத்தம், அரவக்குறிச்சி, கரூர். — [787, 263, 1121, 339]
